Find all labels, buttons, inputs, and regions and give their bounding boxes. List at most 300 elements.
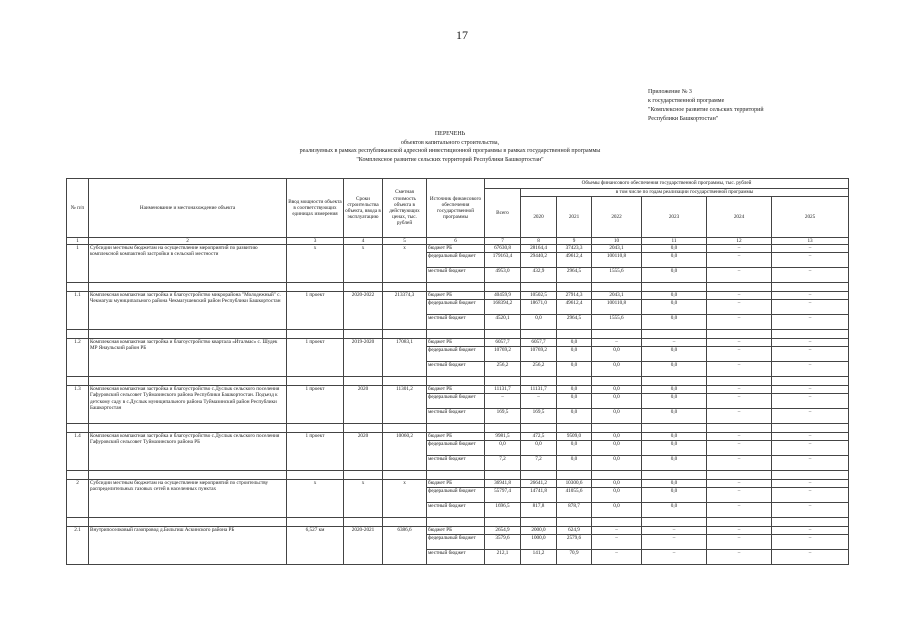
funding-value: 0,0	[557, 362, 592, 377]
funding-value: –	[707, 292, 772, 300]
spacer-cell	[67, 283, 89, 292]
group-spacer-row	[67, 377, 849, 386]
object-number: 1.2	[67, 339, 89, 377]
object-cost: 6386,6	[383, 527, 427, 565]
column-index: 13	[772, 238, 849, 245]
funding-value: 55797,4	[485, 488, 521, 503]
table-row	[67, 245, 849, 253]
funding-value: –	[707, 268, 772, 283]
funding-value: –	[592, 535, 642, 550]
column-index: 1	[67, 238, 89, 245]
column-index: 8	[521, 238, 557, 245]
funding-value: –	[707, 503, 772, 518]
title-line: объектов капитального строительства,	[400, 139, 500, 146]
funding-value: –	[642, 550, 707, 565]
spacer-cell	[772, 471, 849, 480]
spacer-cell	[521, 518, 557, 527]
funding-value: 0,0	[642, 441, 707, 456]
spacer-cell	[557, 518, 592, 527]
funding-value: 100110,8	[592, 300, 642, 315]
funding-source: федеральный бюджет	[427, 535, 485, 550]
object-number: 2	[67, 480, 89, 518]
header-year: 2022	[592, 197, 642, 238]
spacer-cell	[287, 377, 344, 386]
object-number: 2.1	[67, 527, 89, 565]
title-line: "Комплексное развитие сельских территорий Республики Башкортостан"	[356, 156, 544, 163]
funding-value: 7,2	[521, 456, 557, 471]
spacer-cell	[772, 330, 849, 339]
funding-value: 10300,6	[557, 480, 592, 488]
funding-value: –	[707, 347, 772, 362]
funding-value: 14741,8	[521, 488, 557, 503]
object-cost: 11301,2	[383, 386, 427, 424]
funding-value: 2654,9	[485, 527, 521, 535]
funding-value: 0,0	[642, 362, 707, 377]
spacer-cell	[427, 518, 485, 527]
spacer-cell	[592, 518, 642, 527]
header-year: 2020	[521, 197, 557, 238]
spacer-cell	[67, 377, 89, 386]
spacer-cell	[642, 471, 707, 480]
funding-value: 0,0	[557, 456, 592, 471]
spacer-cell	[521, 471, 557, 480]
funding-value: 41055,6	[557, 488, 592, 503]
spacer-cell	[642, 518, 707, 527]
funding-value: –	[707, 550, 772, 565]
funding-value: –	[772, 503, 849, 518]
spacer-cell	[521, 377, 557, 386]
title-line: ПЕРЕЧЕНЬ	[434, 131, 466, 137]
object-terms: х	[344, 245, 383, 283]
funding-value: 0,0	[592, 433, 642, 441]
funding-value: –	[707, 535, 772, 550]
funding-source: федеральный бюджет	[427, 300, 485, 315]
funding-value: –	[772, 362, 849, 377]
spacer-cell	[485, 424, 521, 433]
spacer-cell	[485, 518, 521, 527]
spacer-cell	[521, 283, 557, 292]
funding-value: 472,5	[521, 433, 557, 441]
object-terms: 2020-2021	[344, 527, 383, 565]
funding-value: 0,0	[592, 394, 642, 409]
spacer-cell	[557, 283, 592, 292]
funding-value: 2964,5	[557, 315, 592, 330]
spacer-cell	[642, 330, 707, 339]
funding-source: местный бюджет	[427, 550, 485, 565]
funding-value: 0,0	[557, 409, 592, 424]
funding-value: –	[772, 315, 849, 330]
funding-value: 11131,7	[521, 386, 557, 394]
funding-value: 0,0	[557, 347, 592, 362]
funding-value: 18671,0	[521, 300, 557, 315]
spacer-cell	[485, 330, 521, 339]
funding-value: 0,0	[592, 503, 642, 518]
funding-source: бюджет РБ	[427, 433, 485, 441]
funding-value: 1555,6	[592, 315, 642, 330]
spacer-cell	[592, 330, 642, 339]
object-name: Комплексная компактная застройка и благоустройство квартала «Италмас» с. Шудек МР Янаульский район РБ	[89, 339, 287, 377]
spacer-cell	[383, 377, 427, 386]
funding-value: –	[772, 550, 849, 565]
group-spacer-row	[67, 283, 849, 292]
object-cost: 213374,3	[383, 292, 427, 330]
object-capacity: 1 проект	[287, 339, 344, 377]
funding-value: 212,1	[485, 550, 521, 565]
header-year: 2021	[557, 197, 592, 238]
table-row	[67, 292, 849, 300]
funding-value: –	[772, 527, 849, 535]
spacer-cell	[383, 283, 427, 292]
funding-value: 40459,9	[485, 292, 521, 300]
header-terms: Сроки строительства объекта, ввода в эксплуатацию	[344, 179, 383, 238]
column-index: 4	[344, 238, 383, 245]
funding-value: –	[772, 253, 849, 268]
funding-value: 169,5	[521, 409, 557, 424]
column-index: 11	[642, 238, 707, 245]
funding-value: 624,9	[557, 527, 592, 535]
funding-value: 2000,0	[521, 527, 557, 535]
spacer-cell	[427, 283, 485, 292]
funding-value: 0,0	[642, 503, 707, 518]
funding-value: –	[772, 409, 849, 424]
spacer-cell	[557, 424, 592, 433]
group-spacer-row	[67, 471, 849, 480]
funding-value: –	[707, 488, 772, 503]
spacer-cell	[89, 518, 287, 527]
object-cost: х	[383, 245, 427, 283]
object-number: 1.4	[67, 433, 89, 471]
funding-value: 1555,6	[592, 268, 642, 283]
spacer-cell	[427, 424, 485, 433]
object-capacity: х	[287, 480, 344, 518]
funding-value: 2579,6	[557, 535, 592, 550]
funding-source: местный бюджет	[427, 268, 485, 283]
spacer-cell	[427, 330, 485, 339]
spacer-cell	[557, 377, 592, 386]
funding-value: –	[772, 300, 849, 315]
spacer-cell	[287, 330, 344, 339]
funding-value: –	[772, 535, 849, 550]
funding-value: –	[772, 268, 849, 283]
object-number: 1	[67, 245, 89, 283]
header-cost: Сметная стоимость объекта в действующих ценах, тыс. рублей	[383, 179, 427, 238]
spacer-cell	[592, 283, 642, 292]
funding-value: 100110,8	[592, 253, 642, 268]
funding-value: 6057,7	[521, 339, 557, 347]
object-number: 1.1	[67, 292, 89, 330]
group-spacer-row	[67, 424, 849, 433]
spacer-cell	[707, 283, 772, 292]
object-name: Комплексная компактная застройка и благоустройство с.Дуслык сельского поселения Гафуровский сельсовет Туймазинского района Республики Башкортостан. Подъезд к детскому саду в с.Дуслык муниципального района Туймазинский район Республики Башкортостан	[89, 386, 287, 424]
funding-value: 0,0	[592, 362, 642, 377]
funding-value: –	[772, 488, 849, 503]
spacer-cell	[772, 283, 849, 292]
column-index: 2	[89, 238, 287, 245]
column-index: 9	[557, 238, 592, 245]
object-cost: 10060,2	[383, 433, 427, 471]
spacer-cell	[485, 377, 521, 386]
funding-value: 10502,5	[521, 292, 557, 300]
funding-value: –	[707, 441, 772, 456]
spacer-cell	[485, 471, 521, 480]
funding-value: –	[707, 245, 772, 253]
funding-value: 26641,2	[521, 480, 557, 488]
spacer-cell	[344, 424, 383, 433]
spacer-cell	[521, 330, 557, 339]
object-cost: х	[383, 480, 427, 518]
funding-value: 0,0	[642, 300, 707, 315]
group-spacer-row	[67, 518, 849, 527]
funding-value: 0,0	[557, 339, 592, 347]
object-name: Комплексная компактная застройка и благоустройство с.Дуслык сельского поселения Гафуровский сельсовет Туймазинского района РБ	[89, 433, 287, 471]
spacer-cell	[427, 471, 485, 480]
funding-value: 29440,2	[521, 253, 557, 268]
funding-value: 179163,4	[485, 253, 521, 268]
object-number: 1.3	[67, 386, 89, 424]
funding-value: 0,0	[642, 268, 707, 283]
spacer-cell	[89, 330, 287, 339]
table-row	[67, 433, 849, 441]
object-capacity: 6,527 км	[287, 527, 344, 565]
column-index-row	[67, 238, 849, 245]
spacer-cell	[642, 377, 707, 386]
funding-value: 0,0	[521, 441, 557, 456]
funding-value: 0,0	[592, 441, 642, 456]
object-name: Комплексная компактная застройка и благоустройство микрорайона "Молодежный" с. Чекмагуш муниципального района Чекмагушевский район Республики Башкортостан	[89, 292, 287, 330]
spacer-cell	[344, 283, 383, 292]
spacer-cell	[89, 424, 287, 433]
spacer-cell	[592, 424, 642, 433]
header-year: 2023	[642, 197, 707, 238]
funding-value: 49612,4	[557, 300, 592, 315]
funding-value: 36941,8	[485, 480, 521, 488]
appendix-line: Республики Башкортостан"	[648, 116, 719, 122]
document-title	[240, 130, 660, 164]
funding-value: 27914,3	[557, 292, 592, 300]
funding-value: 169,5	[485, 409, 521, 424]
column-index: 12	[707, 238, 772, 245]
funding-value: –	[521, 394, 557, 409]
funding-source: федеральный бюджет	[427, 347, 485, 362]
funding-value: 0,0	[592, 386, 642, 394]
funding-value: 6057,7	[485, 339, 521, 347]
funding-source: бюджет РБ	[427, 386, 485, 394]
spacer-cell	[383, 471, 427, 480]
header-year: 2025	[772, 197, 849, 238]
funding-value: 7,2	[485, 456, 521, 471]
funding-value: –	[642, 535, 707, 550]
column-index: 10	[592, 238, 642, 245]
funding-value: –	[772, 441, 849, 456]
spacer-cell	[427, 377, 485, 386]
column-index: 5	[383, 238, 427, 245]
funding-value: 878,7	[557, 503, 592, 518]
spacer-cell	[592, 377, 642, 386]
spacer-cell	[344, 377, 383, 386]
spacer-cell	[344, 471, 383, 480]
group-spacer-row	[67, 330, 849, 339]
funding-value: 256,2	[485, 362, 521, 377]
funding-value: 10769,2	[521, 347, 557, 362]
object-capacity: х	[287, 245, 344, 283]
funding-value: –	[707, 433, 772, 441]
funding-value: 1000,0	[521, 535, 557, 550]
spacer-cell	[89, 283, 287, 292]
funding-value: –	[772, 394, 849, 409]
spacer-cell	[383, 424, 427, 433]
spacer-cell	[287, 471, 344, 480]
funding-value: 11131,7	[485, 386, 521, 394]
funding-value: 28164,4	[521, 245, 557, 253]
spacer-cell	[67, 330, 89, 339]
spacer-cell	[67, 424, 89, 433]
header-source: Источник финансового обеспечения государственной программы	[427, 179, 485, 238]
header-total: Всего	[485, 189, 521, 238]
header-name: Наименование и местонахождение объекта	[89, 179, 287, 238]
spacer-cell	[557, 330, 592, 339]
funding-value: 0,0	[642, 456, 707, 471]
spacer-cell	[287, 424, 344, 433]
funding-value: –	[772, 339, 849, 347]
object-capacity: 1 проект	[287, 386, 344, 424]
table-row	[67, 386, 849, 394]
funding-value: 0,0	[592, 347, 642, 362]
spacer-cell	[89, 471, 287, 480]
table-row	[67, 480, 849, 488]
object-terms: 2020	[344, 386, 383, 424]
funding-value: 70,9	[557, 550, 592, 565]
funding-value: 4520,1	[485, 315, 521, 330]
spacer-cell	[383, 330, 427, 339]
header-by-year: в том числе по годам реализации государственной программы	[521, 189, 849, 197]
column-index: 6	[427, 238, 485, 245]
spacer-cell	[89, 377, 287, 386]
object-name: Внутрипоселковый газопровод д.Бильгиш Аскинского района РБ	[89, 527, 287, 565]
funding-value: 4953,0	[485, 268, 521, 283]
funding-value: 0,0	[592, 456, 642, 471]
header-year: 2024	[707, 197, 772, 238]
spacer-cell	[521, 424, 557, 433]
funding-value: 0,0	[642, 480, 707, 488]
funding-value: 9981,5	[485, 433, 521, 441]
spacer-cell	[287, 518, 344, 527]
funding-source: местный бюджет	[427, 362, 485, 377]
funding-value: –	[772, 292, 849, 300]
funding-value: 3579,6	[485, 535, 521, 550]
funding-value: 0,0	[642, 433, 707, 441]
funding-value: 0,0	[592, 409, 642, 424]
spacer-cell	[707, 424, 772, 433]
column-index: 3	[287, 238, 344, 245]
table-row	[67, 339, 849, 347]
spacer-cell	[772, 377, 849, 386]
funding-value: –	[707, 315, 772, 330]
funding-value: 37423,3	[557, 245, 592, 253]
funding-source: федеральный бюджет	[427, 253, 485, 268]
header-capacity: Ввод мощности объекта в соответствующих единицах измерения	[287, 179, 344, 238]
funding-source: бюджет РБ	[427, 245, 485, 253]
funding-value: 9509,0	[557, 433, 592, 441]
funding-value: 256,2	[521, 362, 557, 377]
appendix-note	[648, 88, 764, 124]
page-number: 17	[456, 28, 468, 42]
title-line: реализуемых в рамках республиканской адресной инвестиционной программы в рамках государственной программы	[299, 148, 601, 154]
spacer-cell	[772, 424, 849, 433]
spacer-cell	[642, 283, 707, 292]
object-terms: 2020-2022	[344, 292, 383, 330]
funding-value: –	[772, 347, 849, 362]
funding-value: 0,0	[485, 441, 521, 456]
funding-source: местный бюджет	[427, 456, 485, 471]
spacer-cell	[707, 518, 772, 527]
funding-value: 0,0	[557, 386, 592, 394]
object-terms: х	[344, 480, 383, 518]
header-volumes: Объемы финансового обеспечения государственной программы, тыс. рублей	[485, 179, 849, 189]
spacer-cell	[592, 471, 642, 480]
funding-value: 49612,4	[557, 253, 592, 268]
funding-source: бюджет РБ	[427, 480, 485, 488]
funding-value: 0,0	[642, 315, 707, 330]
funding-value: 0,0	[592, 488, 642, 503]
column-index: 7	[485, 238, 521, 245]
funding-value: –	[772, 386, 849, 394]
spacer-cell	[485, 283, 521, 292]
funding-value: –	[707, 527, 772, 535]
object-name: Субсидии местным бюджетам на осуществление мероприятий по строительству распределительных газовых сетей в населенных пунктах	[89, 480, 287, 518]
funding-value: 0,0	[642, 347, 707, 362]
funding-value: 2043,1	[592, 292, 642, 300]
table-head	[67, 179, 849, 245]
funding-value: 0,0	[642, 409, 707, 424]
funding-value: –	[707, 409, 772, 424]
spacer-cell	[557, 471, 592, 480]
funding-value: –	[772, 456, 849, 471]
funding-value: 2043,1	[592, 245, 642, 253]
funding-value: –	[642, 527, 707, 535]
funding-source: местный бюджет	[427, 503, 485, 518]
spacer-cell	[383, 518, 427, 527]
funding-value: –	[707, 456, 772, 471]
spacer-cell	[772, 518, 849, 527]
funding-value: 0,0	[642, 488, 707, 503]
funding-source: федеральный бюджет	[427, 394, 485, 409]
appendix-line: "Комплексное развитие сельских территорий	[648, 107, 764, 113]
funding-value: 0,0	[557, 441, 592, 456]
funding-source: местный бюджет	[427, 315, 485, 330]
object-name: Субсидии местным бюджетам на осуществление мероприятий по развитию комплексной компактной застройки в сельской местности	[89, 245, 287, 283]
funding-value: –	[485, 394, 521, 409]
spacer-cell	[67, 471, 89, 480]
funding-value: –	[707, 253, 772, 268]
funding-value: –	[707, 394, 772, 409]
spacer-cell	[707, 330, 772, 339]
funding-value: 1696,5	[485, 503, 521, 518]
appendix-line: к государственной программе	[648, 98, 725, 104]
funding-value: 0,0	[592, 480, 642, 488]
spacer-cell	[344, 518, 383, 527]
funding-source: федеральный бюджет	[427, 488, 485, 503]
spacer-cell	[707, 377, 772, 386]
funding-source: федеральный бюджет	[427, 441, 485, 456]
funding-value: 0,0	[642, 245, 707, 253]
spacer-cell	[67, 518, 89, 527]
funding-value: –	[707, 480, 772, 488]
spacer-cell	[344, 330, 383, 339]
funding-value: 0,0	[557, 394, 592, 409]
funding-value: –	[707, 339, 772, 347]
funding-value: –	[592, 527, 642, 535]
spacer-cell	[642, 424, 707, 433]
